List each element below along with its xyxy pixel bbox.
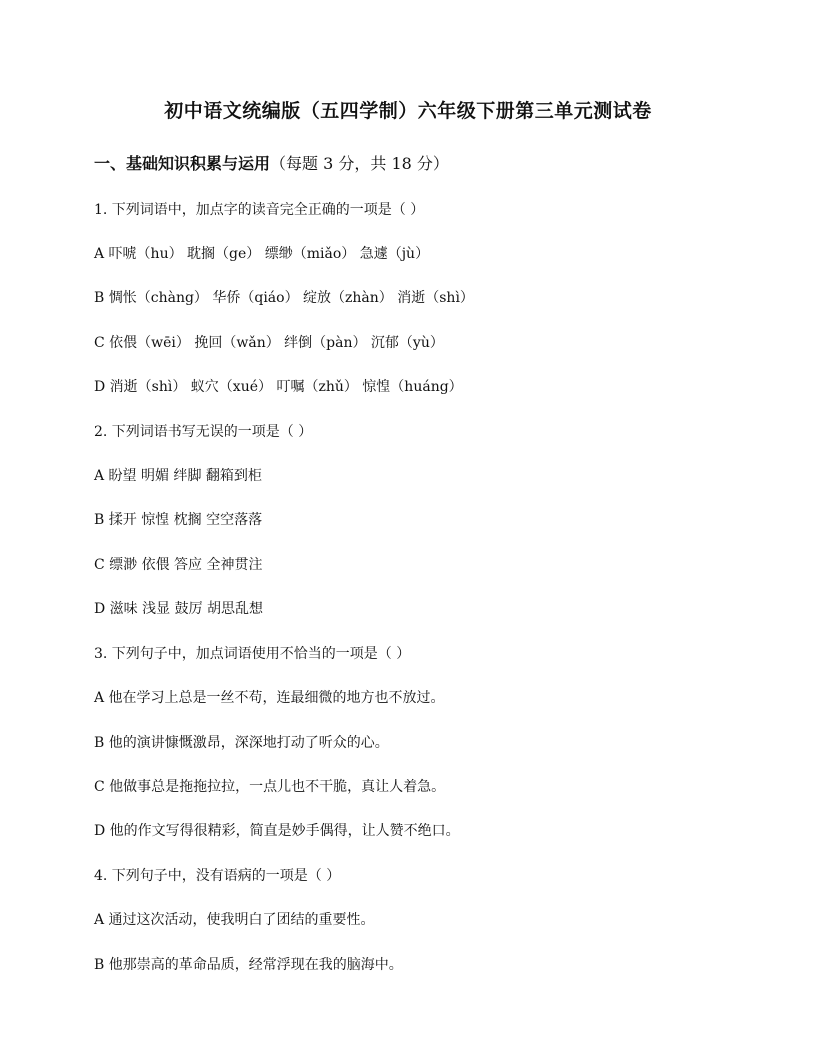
document-title: 初中语文统编版（五四学制）六年级下册第三单元测试卷 [164, 100, 652, 122]
question-1-stem: 1. 下列词语中，加点字的读音完全正确的一项是（ ） [94, 202, 425, 218]
question-1-option-a: A 吓唬（hu） 耽搁（ge） 缥缈（miǎo） 急遽（jù） [94, 246, 430, 262]
question-3-option-a: A 他在学习上总是一丝不苟，连最细微的地方也不放过。 [94, 690, 445, 706]
question-4-option-b: B 他那崇高的革命品质，经常浮现在我的脑海中。 [94, 957, 403, 973]
question-4-stem: 4. 下列句子中，没有语病的一项是（ ） [94, 868, 341, 884]
section-heading-note: （每题 3 分，共 18 分） [270, 154, 449, 173]
question-2-stem: 2. 下列词语书写无误的一项是（ ） [94, 424, 313, 440]
question-3-option-c: C 他做事总是拖拖拉拉，一点儿也不干脆，真让人着急。 [94, 779, 446, 795]
question-3-option-d: D 他的作文写得很精彩，简直是妙手偶得，让人赞不绝口。 [94, 823, 460, 839]
question-1-option-d: D 消逝（shì） 蚁穴（xué） 叮嘱（zhǔ） 惊惶（huáng） [94, 379, 463, 395]
question-1-option-c: C 依偎（wēi） 挽回（wǎn） 绊倒（pàn） 沉郁（yù） [94, 335, 444, 351]
question-2-option-c: C 缥渺 依偎 答应 全神贯注 [94, 557, 263, 573]
question-3-stem: 3. 下列句子中，加点词语使用不恰当的一项是（ ） [94, 646, 411, 662]
section-heading [94, 151, 449, 174]
question-1-option-b: B 惆怅（chàng） 华侨（qiáo） 绽放（zhàn） 消逝（shì） [94, 290, 474, 306]
question-3-option-b: B 他的演讲慷慨激昂，深深地打动了听众的心。 [94, 735, 389, 751]
question-2-option-a: A 盼望 明媚 绊脚 翻箱到柜 [94, 468, 262, 484]
question-2-option-d: D 滋味 浅显 鼓厉 胡思乱想 [94, 601, 264, 617]
question-2-option-b: B 揉开 惊惶 枕搁 空空落落 [94, 512, 263, 528]
question-4-option-a: A 通过这次活动，使我明白了团结的重要性。 [94, 912, 375, 928]
section-heading-title: 一、基础知识积累与运用 [94, 154, 271, 173]
